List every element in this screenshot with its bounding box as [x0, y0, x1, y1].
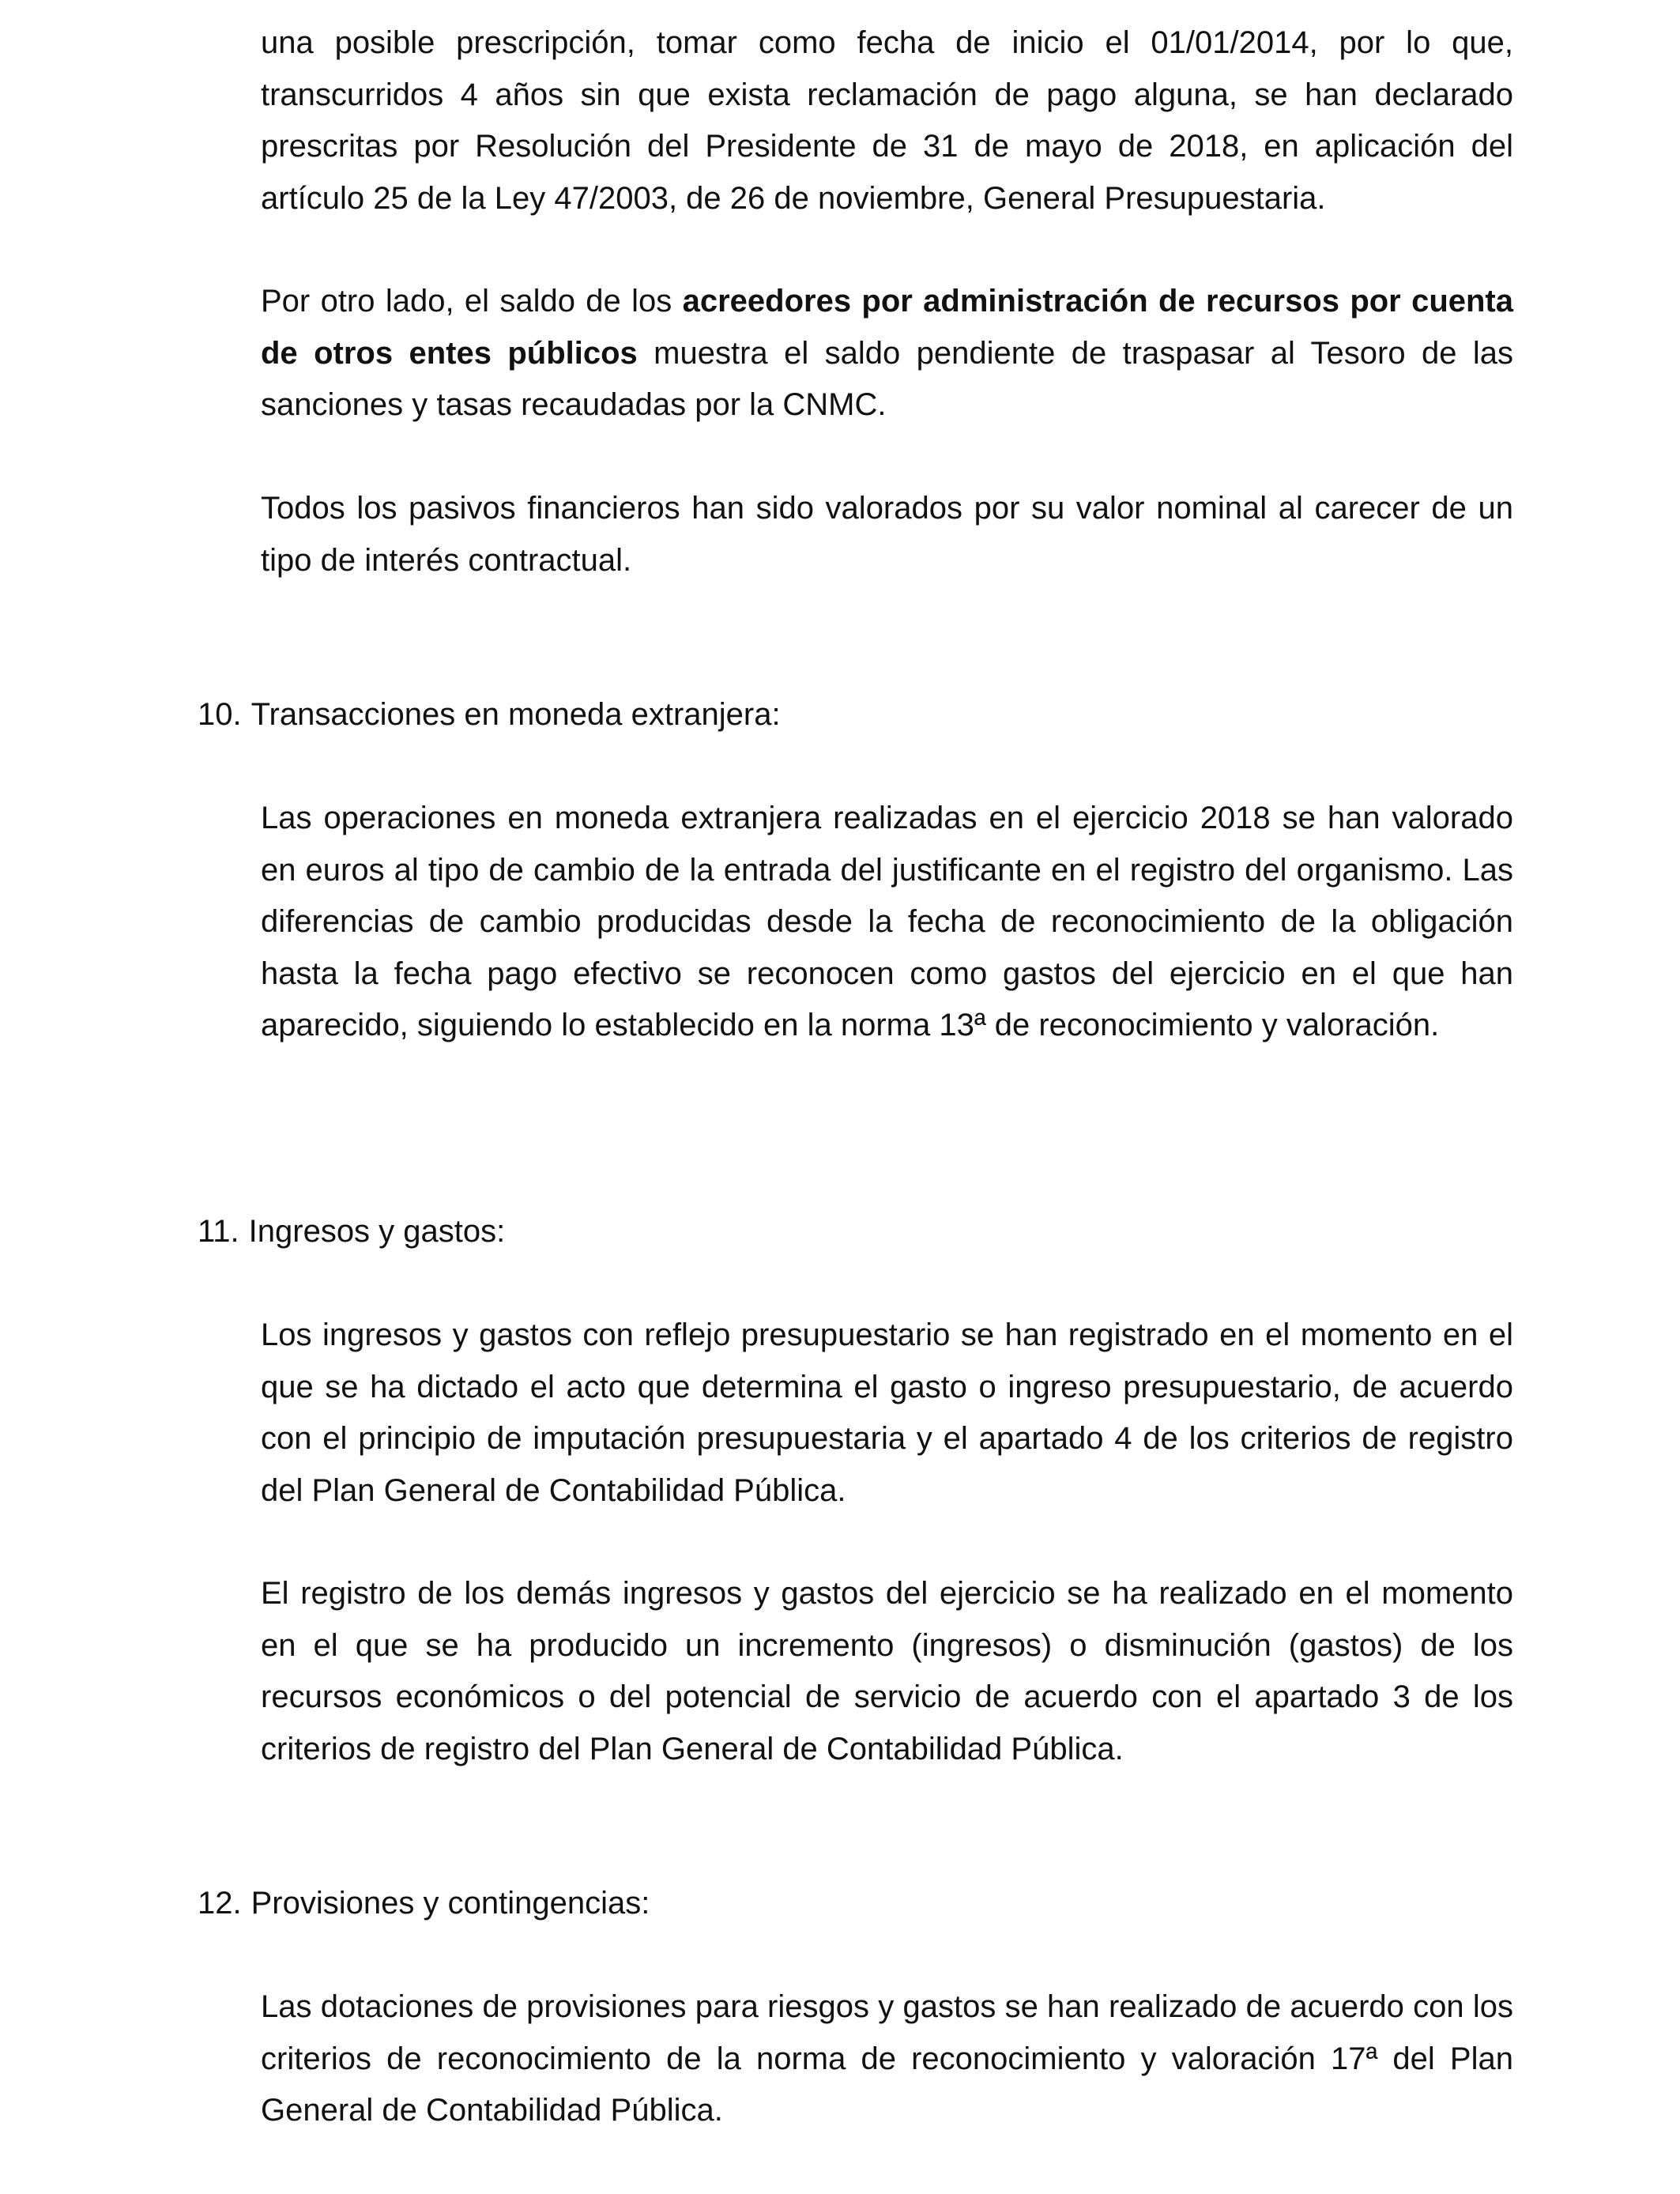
paragraph-creditors-lead: Por otro lado, el saldo de los — [261, 284, 683, 319]
paragraph-creditors — [261, 276, 1513, 432]
section-number: 11. — [198, 1214, 239, 1249]
paragraph-creditors-tail: muestra el saldo pendiente de traspasar al Tesoro de las sanciones y tasas recaudadas por la CNMC. — [261, 335, 1513, 422]
section-number: 10. — [198, 697, 242, 732]
paragraph-budget-income-expenses: Los ingresos y gastos con reflejo presupuestario se han registrado en el momento en el que se ha dictado el acto que determina el gasto o ingreso presupuestario, de acuerdo con el principio de imputación presupuestaria y el apartado 4 de los criterios de registro del Plan General de Contabilidad Pública. — [261, 1318, 1513, 1508]
section-heading-11 — [198, 1206, 505, 1258]
section-heading-12 — [198, 1878, 650, 1930]
section-heading-10 — [198, 689, 781, 741]
paragraph-other-income-expenses: El registro de los demás ingresos y gastos del ejercicio se ha realizado en el momento en el que se ha producido un incremento (ingresos) o disminución (gastos) de los recursos económicos o del potencial de servicio de acuerdo con el apartado 3 de los criterios de registro del Plan General de Contabilidad Pública. — [261, 1576, 1513, 1766]
paragraph-provisions: Las dotaciones de provisiones para riesgos y gastos se han realizado de acuerdo con los criterios de reconocimiento de la norma de reconocimiento y valoración 17ª del Plan General de Contabilidad Pública. — [261, 1989, 1513, 2128]
section-title: Provisiones y contingencias: — [250, 1886, 650, 1921]
paragraph-creditors-bold: acreedores por administración de recursos por cuenta de otros entes públicos — [261, 284, 1514, 371]
paragraph-financial-liabilities: Todos los pasivos financieros han sido valorados por su valor nominal al carecer de un tipo de interés contractual. — [261, 491, 1513, 578]
paragraph-prescription: una posible prescripción, tomar como fecha de inicio el 01/01/2014, por lo que, transcurridos 4 años sin que exista reclamación de pago alguna, se han declarado prescritas por Resolución del Presidente de 31 de mayo de 2018, en aplicación del artículo 25 de la Ley 47/2003, de 26 de noviembre, General Presupuestaria. — [261, 25, 1513, 216]
section-number: 12. — [198, 1886, 242, 1921]
section-title: Transacciones en moneda extranjera: — [250, 697, 781, 732]
paragraph-foreign-currency: Las operaciones en moneda extranjera realizadas en el ejercicio 2018 se han valorado en euros al tipo de cambio de la entrada del justificante en el registro del organismo. Las diferencias de cambio producidas desde la fecha de reconocimiento de la obligación hasta la fecha pago efectivo se reconocen como gastos del ejercicio en el que han aparecido, siguiendo lo establecido en la norma 13ª de reconocimiento y valoración. — [261, 801, 1513, 1042]
section-title: Ingresos y gastos: — [248, 1214, 506, 1249]
